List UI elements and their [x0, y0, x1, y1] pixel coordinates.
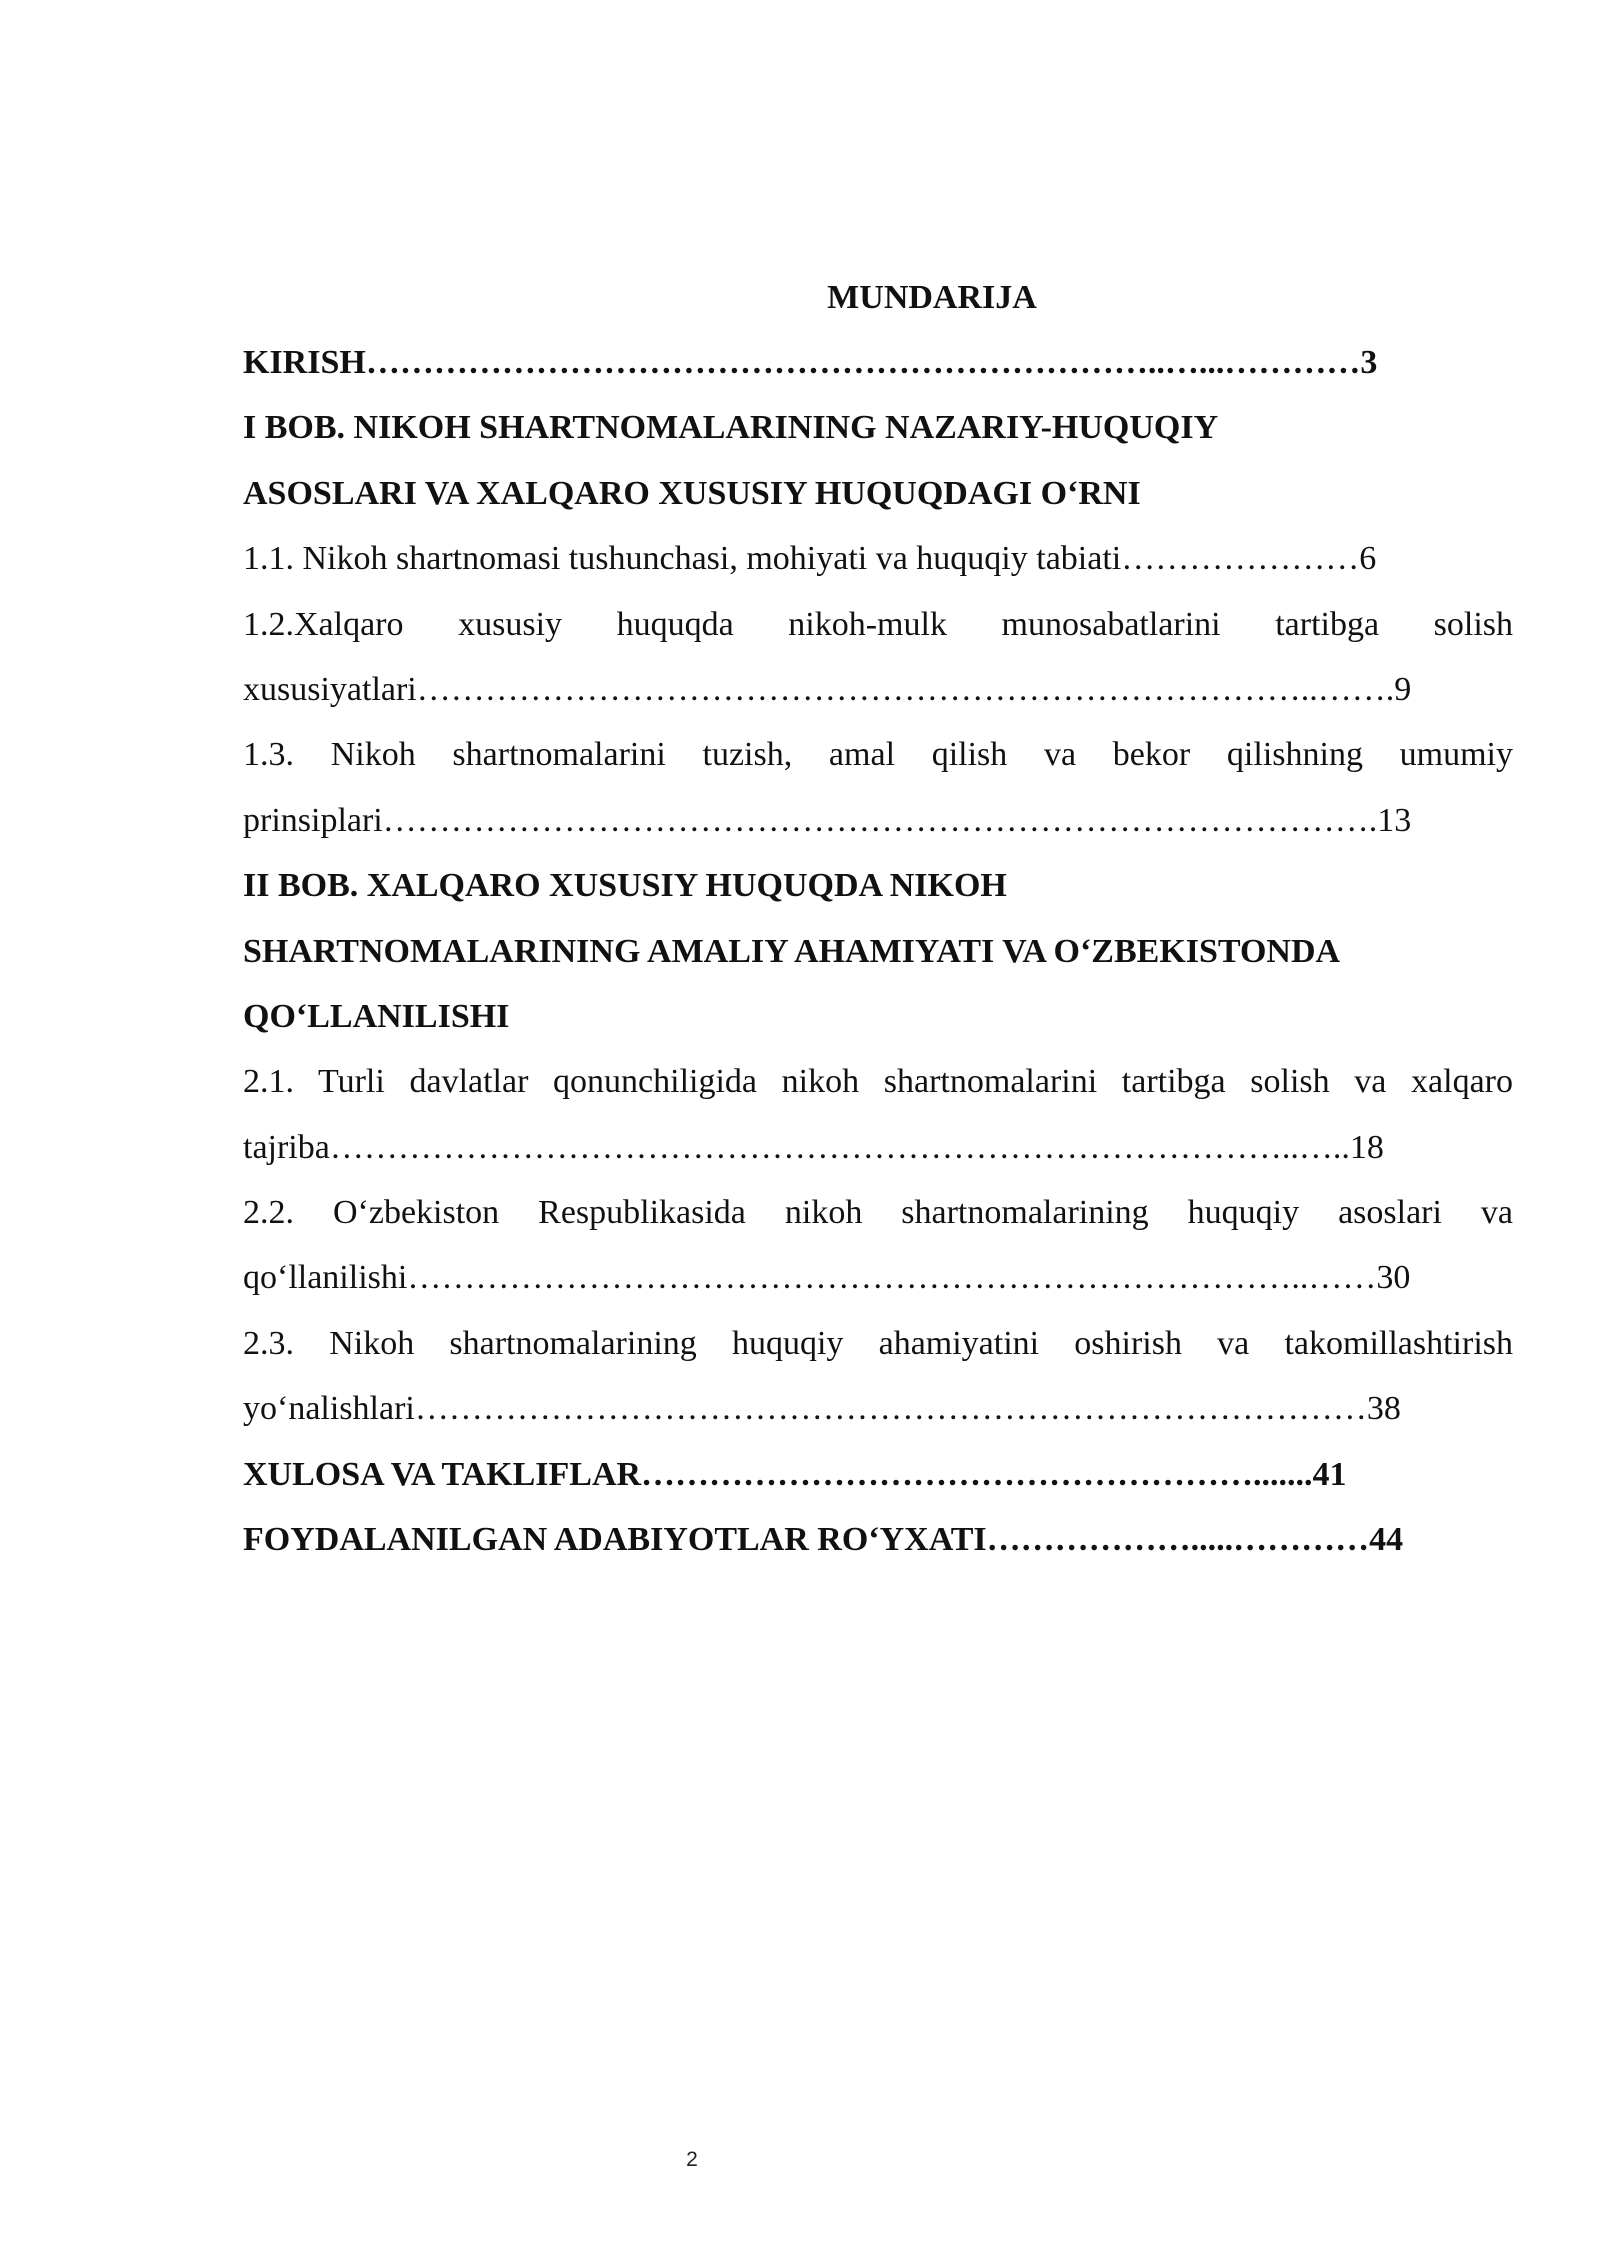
toc-line-conclusion: XULOSA VA TAKLIFLAR……………………………………………….......41: [243, 1455, 1347, 1493]
toc-line-section-2-2: 2.2. O‘zbekiston Respublikasida nikoh shartnomalarining huquqiy asoslari va: [243, 1194, 1513, 1232]
toc-line-section-2-2-cont: qo‘llanilishi……………………………………………………………………..……30: [243, 1259, 1411, 1297]
toc-line-chapter-1-title-cont: ASOSLARI VA XALQARO XUSUSIY HUQUQDAGI O‘RNI: [243, 474, 1141, 512]
table-of-contents: [243, 265, 1513, 1572]
toc-lines: [243, 330, 1513, 1572]
toc-line-section-2-3: 2.3. Nikoh shartnomalarining huquqiy ahamiyatini oshirish va takomillashtirish: [243, 1324, 1513, 1362]
toc-line-intro: KIRISH……………………………………………………………..…...…………3: [243, 344, 1378, 381]
toc-line-chapter-2-title-end: QO‘LLANILISHI: [243, 997, 510, 1035]
toc-line-section-2-1-cont: tajriba…………………………………………………………………………..…..18: [243, 1128, 1384, 1166]
toc-line-chapter-2-title-cont: SHARTNOMALARINING AMALIY AHAMIYATI VA O‘ZBEKISTONDA: [243, 932, 1341, 970]
toc-line-chapter-1-title: I BOB. NIKOH SHARTNOMALARINING NAZARIY-HUQUQIY: [243, 409, 1219, 447]
toc-line-references: FOYDALANILGAN ADABIYOTLAR RO‘YXATI……………….....…………44: [243, 1521, 1404, 1559]
toc-line-section-1-2: 1.2.Xalqaro xususiy huquqda nikoh-mulk munosabatlarini tartibga solish: [243, 605, 1513, 643]
toc-line-section-1-3: 1.3. Nikoh shartnomalarini tuzish, amal qilish va bekor qilishning umumiy: [243, 736, 1513, 774]
toc-line-section-1-3-cont: prinsiplari…………………………………………………………………………….13: [243, 801, 1412, 839]
toc-title: MUNDARIJA: [827, 279, 1037, 316]
toc-line-section-1-1: 1.1. Nikoh shartnomasi tushunchasi, mohiyati va huquqiy tabiati…………………6: [243, 540, 1377, 578]
toc-line-section-2-3-cont: yo‘nalishlari…………………………………………………………………………38: [243, 1390, 1401, 1428]
toc-line-section-2-1: 2.1. Turli davlatlar qonunchiligida nikoh shartnomalarini tartibga solish va xalqaro: [243, 1063, 1513, 1101]
toc-line-chapter-2-title: II BOB. XALQARO XUSUSIY HUQUQDA NIKOH: [243, 867, 1007, 905]
page-number: 2: [686, 2148, 698, 2171]
toc-line-section-1-2-cont: xususiyatlari……………………………………………………………………..…….9: [243, 670, 1412, 708]
